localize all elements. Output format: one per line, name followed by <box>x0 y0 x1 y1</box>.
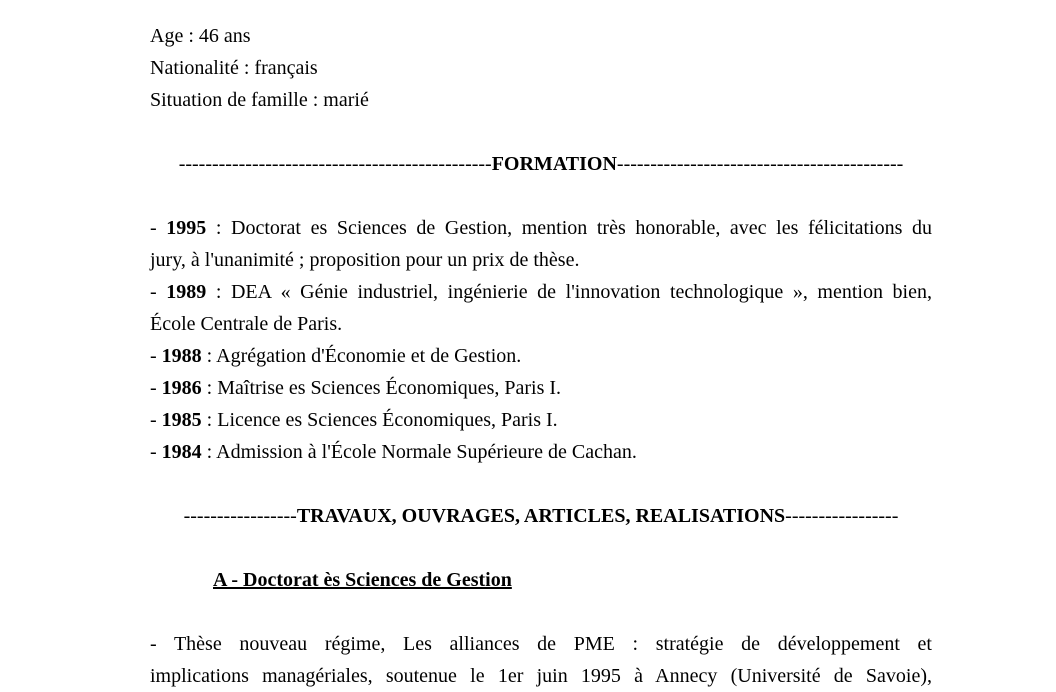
cv-page <box>150 20 932 692</box>
item-year: 1995 <box>166 217 207 239</box>
spacer <box>150 180 932 212</box>
item-prefix: - <box>150 281 167 303</box>
item-year: 1988 <box>161 345 202 367</box>
item-text: : Maîtrise es Sciences Économiques, Paris I. <box>201 377 562 399</box>
family-status-line: Situation de famille : marié <box>150 89 369 111</box>
nationality-line: Nationalité : français <box>150 57 318 79</box>
travaux-title: TRAVAUX, OUVRAGES, ARTICLES, REALISATIONS <box>296 505 786 527</box>
formation-item-1989-cont: École Centrale de Paris. <box>150 313 343 335</box>
formation-item-1989 <box>150 276 932 308</box>
formation-item-1986 <box>150 372 932 404</box>
item-year: 1989 <box>166 281 207 303</box>
item-prefix: - <box>150 441 162 463</box>
item-prefix: - <box>150 217 167 239</box>
item-text: : Doctorat es Sciences de Gestion, mention très honorable, avec les félicitations du <box>206 217 932 239</box>
spacer <box>150 532 932 564</box>
doctorat-subheading: A - Doctorat ès Sciences de Gestion <box>213 569 512 591</box>
item-prefix: - <box>150 409 162 431</box>
item-prefix: - <box>150 345 162 367</box>
item-text: : Agrégation d'Économie et de Gestion. <box>201 345 522 367</box>
formation-item-1995-cont: jury, à l'unanimité ; proposition pour un prix de thèse. <box>150 249 580 271</box>
item-year: 1984 <box>161 441 202 463</box>
formation-item-1985 <box>150 404 932 436</box>
travaux-dashes-left: ----------------- <box>183 505 297 527</box>
item-text: : Licence es Sciences Économiques, Paris I. <box>201 409 558 431</box>
formation-heading <box>150 148 932 180</box>
item-text: : DEA « Génie industriel, ingénierie de l'innovation technologique », mention bien, <box>206 281 932 303</box>
spacer <box>150 116 932 148</box>
travaux-heading <box>150 500 932 532</box>
travaux-dashes-right: ----------------- <box>785 505 899 527</box>
these-paragraph-line-1: - Thèse nouveau régime, Les alliances de PME : stratégie de développement et <box>150 633 932 655</box>
formation-dashes-left: ----------------------------------------------- <box>178 153 492 175</box>
age-line: Age : 46 ans <box>150 25 251 47</box>
formation-dashes-right: ------------------------------------------- <box>616 153 904 175</box>
spacer <box>150 468 932 500</box>
item-text: : Admission à l'École Normale Supérieure de Cachan. <box>201 441 637 463</box>
formation-item-1984 <box>150 436 932 468</box>
formation-item-1995 <box>150 212 932 244</box>
formation-title: FORMATION <box>491 153 617 175</box>
formation-item-1988 <box>150 340 932 372</box>
item-year: 1986 <box>161 377 202 399</box>
item-year: 1985 <box>161 409 202 431</box>
spacer <box>150 596 932 628</box>
item-prefix: - <box>150 377 162 399</box>
these-paragraph-line-2: implications managériales, soutenue le 1er juin 1995 à Annecy (Université de Savoie), <box>150 665 932 687</box>
